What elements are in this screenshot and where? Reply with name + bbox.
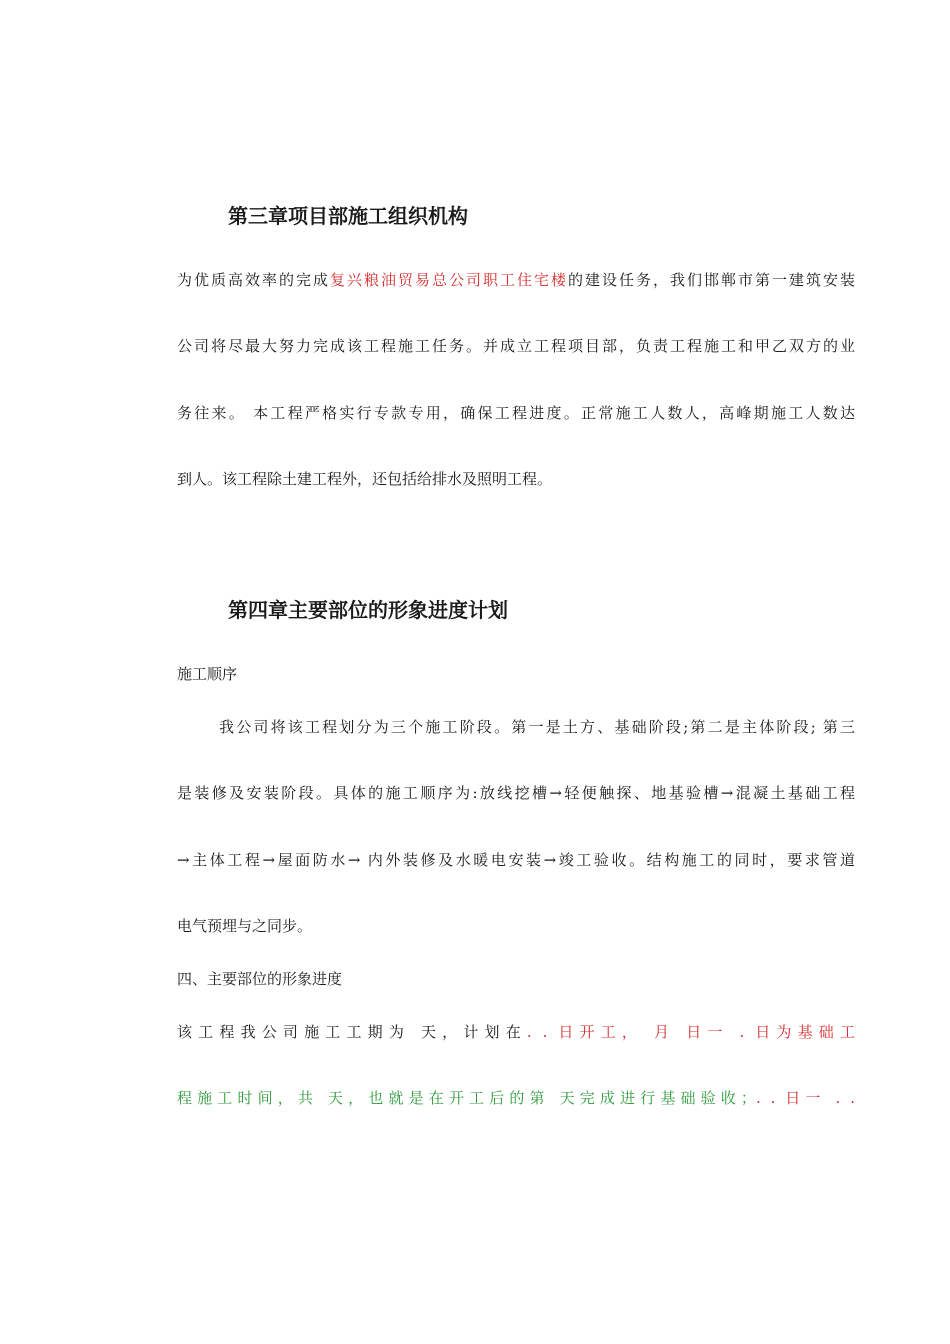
chapter4-paragraph-line2: 是装修及安装阶段。具体的施工顺序为:放线挖槽→轻便触探、地基验槽→混凝土基础工程 (177, 784, 855, 802)
chapter3-paragraph-line2: 公司将尽最大努力完成该工程施工任务。并成立工程项目部，负责工程施工和甲乙双方的业 (177, 337, 855, 355)
chapter4-title: 第四章主要部位的形象进度计划 (228, 598, 508, 622)
chapter3-paragraph-line1: 为优质高效率的完成复兴粮油贸易总公司职工住宅楼的建设任务，我们邯郸市第一建筑安装 (177, 271, 855, 289)
schedule-dates: . . 日开工， 月 日一 . 日为基础工 (526, 1023, 855, 1041)
chapter3-title: 第三章项目部施工组织机构 (228, 204, 468, 228)
schedule-dates-2: . . 日一 . . (755, 1089, 855, 1107)
project-name: 复兴粮油贸易总公司职工住宅楼 (330, 271, 568, 289)
subheading-construction-sequence: 施工顺序 (177, 665, 238, 683)
chapter4-paragraph-line3: →主体工程→屋面防水→ 内外装修及水暖电安装→竣工验收。结构施工的同时，要求管道 (177, 851, 855, 869)
chapter3-paragraph-line4: 到人。该工程除土建工程外，还包括给排水及照明工程。 (177, 470, 553, 488)
schedule-line1: 该工程我公司施工工期为 天，计划在. . 日开工， 月 日一 . 日为基础工 (177, 1023, 855, 1041)
schedule-line2 (177, 1087, 855, 1109)
schedule-foundation-text: 程施工时间，共 天，也就是在开工后的第 天完成进行基础验收； (177, 1089, 756, 1107)
chapter4-paragraph-line1: 我公司将该工程划分为三个施工阶段。第一是土方、基础阶段;第二是主体阶段; 第三 (219, 718, 855, 736)
subheading-progress: 四、主要部位的形象进度 (177, 970, 343, 988)
chapter4-paragraph-line4: 电气预埋与之同步。 (177, 917, 313, 935)
chapter3-paragraph-line3: 务往来。 本工程严格实行专款专用，确保工程进度。正常施工人数人，高峰期施工人数达 (177, 404, 855, 422)
